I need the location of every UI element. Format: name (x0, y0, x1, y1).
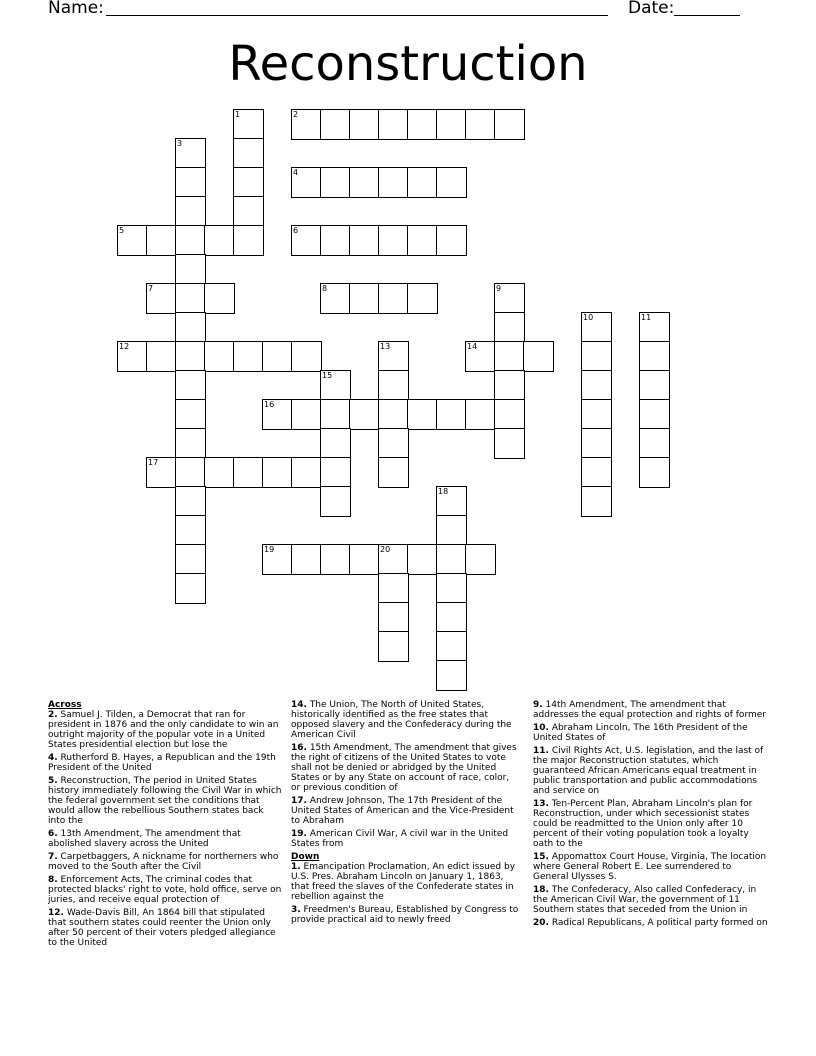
clue-text: 15th Amendment, The amendment that gives the right of citizens of the United States to vote shall not be denied or abridged by the United States or by any State on account of race, color, or previous condition of (291, 743, 517, 793)
clue-number: 19 (264, 545, 275, 554)
grid-cell[interactable] (436, 660, 467, 691)
clue-number: 17 (148, 458, 159, 467)
clue-number-label: 3. (291, 905, 301, 915)
grid-cell[interactable] (523, 341, 554, 372)
grid-cell[interactable] (320, 399, 351, 430)
clue (48, 875, 283, 905)
grid-cell[interactable] (175, 254, 206, 285)
clue-number-label: 2. (48, 710, 58, 720)
grid-cell[interactable] (320, 544, 351, 575)
grid-cell[interactable] (320, 225, 351, 256)
clue (533, 852, 768, 882)
grid-cell[interactable] (262, 399, 293, 430)
clue-section-heading: Down (291, 852, 320, 862)
clue-text: Reconstruction, The period in United States history immediately following the Civil War in which the federal government set the conditions that would allow the rebellious Southern states back into the (48, 776, 282, 826)
grid-cell[interactable] (291, 544, 322, 575)
clue (48, 852, 283, 872)
grid-cell[interactable] (436, 573, 467, 604)
grid-cell[interactable] (320, 109, 351, 140)
clue-text: Ten-Percent Plan, Abraham Lincoln's plan for Reconstruction, under which secessionist states could be readmitted to the Union only after 10 percent of their voting population took a loyalty oath to the (533, 799, 753, 849)
grid-cell[interactable] (117, 341, 148, 372)
grid-cell[interactable] (465, 109, 496, 140)
clue-number-label: 12. (48, 908, 64, 918)
grid-cell[interactable] (378, 602, 409, 633)
grid-cell[interactable] (146, 341, 177, 372)
grid-cell[interactable] (320, 283, 351, 314)
clue-text: Wade-Davis Bill, An 1864 bill that stipulated that southern states could reenter the Union only after 50 percent of their voters pledged allegiance to the United (48, 908, 276, 948)
grid-cell[interactable] (378, 631, 409, 662)
grid-cell[interactable] (349, 109, 380, 140)
grid-cell[interactable] (291, 341, 322, 372)
clue-number: 14 (467, 342, 478, 351)
clue-number-label: 5. (48, 776, 58, 786)
clue-number: 1 (235, 110, 241, 119)
grid-cell[interactable] (494, 312, 525, 343)
clue (291, 700, 521, 740)
grid-cell[interactable] (175, 312, 206, 343)
grid-cell[interactable] (233, 138, 264, 169)
grid-cell[interactable] (494, 399, 525, 430)
clue (533, 918, 768, 928)
grid-cell[interactable] (175, 283, 206, 314)
grid-cell[interactable] (465, 399, 496, 430)
clue (291, 796, 521, 826)
grid-cell[interactable] (494, 283, 525, 314)
grid-cell[interactable] (233, 196, 264, 227)
grid-cell[interactable] (639, 341, 670, 372)
grid-cell[interactable] (291, 225, 322, 256)
clue-number-label: 20. (533, 918, 549, 928)
clue-number: 10 (583, 313, 594, 322)
name-label: Name: (48, 0, 104, 18)
clue (48, 829, 283, 849)
clue (533, 799, 768, 849)
clue-text: Emancipation Proclamation, An edict issued by U.S. Pres. Abraham Lincoln on January 1, 1863, that freed the slaves of the Confederate states in rebellion against the (291, 862, 516, 902)
page-title: Reconstruction (228, 36, 588, 92)
grid-cell[interactable] (349, 399, 380, 430)
clue-text: Enforcement Acts, The criminal codes that protected blacks' right to vote, hold office, serve on juries, and receive equal protection of (48, 875, 282, 905)
clue-number-label: 18. (533, 885, 549, 895)
clue-text: Freedmen's Bureau, Established by Congress to provide practical aid to newly freed (291, 905, 519, 925)
clue (291, 905, 521, 925)
clue (48, 710, 283, 750)
clue-number: 18 (438, 487, 449, 496)
clue-section-heading: Across (48, 700, 82, 710)
clues-column-2 (291, 700, 521, 928)
grid-cell[interactable] (146, 457, 177, 488)
grid-cell[interactable] (436, 486, 467, 517)
clue (291, 743, 521, 793)
clue-number-label: 10. (533, 723, 549, 733)
grid-cell[interactable] (175, 573, 206, 604)
grid-cell[interactable] (494, 109, 525, 140)
grid-cell[interactable] (291, 457, 322, 488)
grid-cell[interactable] (581, 312, 612, 343)
clue-text: The Union, The North of United States, historically identified as the free states that opposed slavery and the Confederacy during the American Civil (291, 700, 512, 740)
clue-text: Appomattox Court House, Virginia, The location where General Robert E. Lee surrendered to General Ulysses S. (533, 852, 767, 882)
grid-cell[interactable] (349, 544, 380, 575)
clue-number: 13 (380, 342, 391, 351)
grid-cell[interactable] (639, 399, 670, 430)
clues-column-1 (48, 700, 283, 951)
clue-text: Radical Republicans, A political party formed on (548, 918, 768, 928)
grid-cell[interactable] (233, 457, 264, 488)
grid-cell[interactable] (378, 370, 409, 401)
clue-number: 3 (177, 139, 183, 148)
grid-cell[interactable] (465, 341, 496, 372)
grid-cell[interactable] (320, 486, 351, 517)
grid-cell[interactable] (639, 370, 670, 401)
grid-cell[interactable] (349, 283, 380, 314)
clue-text: American Civil War, A civil war in the United States from (291, 829, 509, 849)
clue-number-label: 1. (291, 862, 301, 872)
clue-number-label: 17. (291, 796, 307, 806)
grid-cell[interactable] (204, 457, 235, 488)
grid-cell[interactable] (494, 428, 525, 459)
clue-number: 15 (322, 371, 333, 380)
grid-cell[interactable] (494, 370, 525, 401)
clue-number-label: 16. (291, 743, 307, 753)
grid-cell[interactable] (262, 457, 293, 488)
grid-cell[interactable] (407, 167, 438, 198)
clue-number-label: 4. (48, 753, 58, 763)
grid-cell[interactable] (320, 167, 351, 198)
grid-cell[interactable] (639, 312, 670, 343)
grid-cell[interactable] (175, 428, 206, 459)
grid-cell[interactable] (320, 370, 351, 401)
clue-number-label: 9. (533, 700, 543, 710)
clue (533, 723, 768, 743)
grid-cell[interactable] (175, 515, 206, 546)
clue-number: 20 (380, 545, 391, 554)
clue (533, 885, 768, 915)
grid-cell[interactable] (407, 544, 438, 575)
clue-text: Civil Rights Act, U.S. legislation, and the last of the major Reconstruction statutes, which guaranteed African Americans equal treatment in public transportation and public accommodations and service on (533, 746, 764, 796)
grid-cell[interactable] (436, 167, 467, 198)
grid-cell[interactable] (204, 225, 235, 256)
clue (533, 700, 768, 720)
grid-cell[interactable] (378, 225, 409, 256)
grid-cell[interactable] (581, 399, 612, 430)
clue (48, 776, 283, 826)
clue-number: 12 (119, 342, 130, 351)
grid-cell[interactable] (146, 225, 177, 256)
clue-number: 2 (293, 110, 299, 119)
grid-cell[interactable] (146, 283, 177, 314)
grid-cell[interactable] (378, 283, 409, 314)
date-label: Date: (628, 0, 675, 18)
grid-cell[interactable] (378, 341, 409, 372)
grid-cell[interactable] (378, 573, 409, 604)
grid-cell[interactable] (639, 428, 670, 459)
grid-cell[interactable] (175, 370, 206, 401)
clue-text: Samuel J. Tilden, a Democrat that ran for president in 1876 and the only candidate to win an outright majority of the popular vote in a United States presidential election but lose the (48, 710, 279, 750)
grid-cell[interactable] (407, 399, 438, 430)
clue-number: 8 (322, 284, 328, 293)
grid-cell[interactable] (175, 167, 206, 198)
grid-cell[interactable] (378, 544, 409, 575)
grid-cell[interactable] (581, 341, 612, 372)
clue-text: The Confederacy, Also called Confederacy, in the American Civil War, the government of 11 Southern states that seceded from the Union in (533, 885, 757, 915)
grid-cell[interactable] (175, 399, 206, 430)
grid-cell[interactable] (378, 109, 409, 140)
clue-number: 6 (293, 226, 299, 235)
grid-cell[interactable] (349, 167, 380, 198)
grid-cell[interactable] (436, 602, 467, 633)
grid-cell[interactable] (436, 109, 467, 140)
grid-cell[interactable] (262, 544, 293, 575)
clue-text: Carpetbaggers, A nickname for northerners who moved to the South after the Civil (48, 852, 279, 872)
grid-cell[interactable] (320, 457, 351, 488)
grid-cell[interactable] (436, 515, 467, 546)
clue-number-label: 19. (291, 829, 307, 839)
grid-cell[interactable] (233, 109, 264, 140)
grid-cell[interactable] (117, 225, 148, 256)
clue-number-label: 6. (48, 829, 58, 839)
clue-number: 11 (641, 313, 652, 322)
clue (48, 753, 283, 773)
grid-cell[interactable] (233, 341, 264, 372)
clue-text: Abraham Lincoln, The 16th President of the United States of (533, 723, 748, 743)
grid-cell[interactable] (465, 544, 496, 575)
clue-number-label: 8. (48, 875, 58, 885)
grid-cell[interactable] (378, 457, 409, 488)
clue-number-label: 7. (48, 852, 58, 862)
grid-cell[interactable] (175, 341, 206, 372)
grid-cell[interactable] (262, 341, 293, 372)
grid-cell[interactable] (204, 283, 235, 314)
clue (291, 829, 521, 849)
grid-cell[interactable] (233, 167, 264, 198)
grid-cell[interactable] (581, 428, 612, 459)
grid-cell[interactable] (407, 225, 438, 256)
clue-text: 14th Amendment, The amendment that addresses the equal protection and rights of former (533, 700, 766, 720)
grid-cell[interactable] (175, 225, 206, 256)
clue-text: 13th Amendment, The amendment that abolished slavery across the United (48, 829, 241, 849)
grid-cell[interactable] (407, 283, 438, 314)
grid-cell[interactable] (581, 486, 612, 517)
clue-number-label: 15. (533, 852, 549, 862)
grid-cell[interactable] (175, 457, 206, 488)
grid-cell[interactable] (233, 225, 264, 256)
grid-cell[interactable] (175, 138, 206, 169)
clue-number-label: 13. (533, 799, 549, 809)
grid-cell[interactable] (291, 399, 322, 430)
grid-cell[interactable] (407, 109, 438, 140)
clue-number: 16 (264, 400, 275, 409)
clue (533, 746, 768, 796)
clue-text: Rutherford B. Hayes, a Republican and the 19th President of the United (48, 753, 276, 773)
grid-cell[interactable] (436, 225, 467, 256)
clue-number-label: 14. (291, 700, 307, 710)
grid-cell[interactable] (378, 399, 409, 430)
clue-text: Andrew Johnson, The 17th President of the United States of American and the Vice-President to Abraham (291, 796, 514, 826)
grid-cell[interactable] (378, 428, 409, 459)
grid-cell[interactable] (639, 457, 670, 488)
grid-cell[interactable] (581, 370, 612, 401)
grid-cell[interactable] (378, 167, 409, 198)
clue (48, 908, 283, 948)
clue-number-label: 11. (533, 746, 549, 756)
clues-column-3 (533, 700, 768, 931)
grid-cell[interactable] (291, 109, 322, 140)
grid-cell[interactable] (494, 341, 525, 372)
clue-number: 9 (496, 284, 502, 293)
grid-cell[interactable] (349, 225, 380, 256)
grid-cell[interactable] (204, 341, 235, 372)
clue-number: 4 (293, 168, 299, 177)
grid-cell[interactable] (436, 631, 467, 662)
grid-cell[interactable] (436, 544, 467, 575)
grid-cell[interactable] (320, 428, 351, 459)
clue (291, 862, 521, 902)
clue-number: 5 (119, 226, 125, 235)
grid-cell[interactable] (291, 167, 322, 198)
grid-cell[interactable] (175, 196, 206, 227)
grid-cell[interactable] (175, 486, 206, 517)
grid-cell[interactable] (581, 457, 612, 488)
clue-number: 7 (148, 284, 154, 293)
grid-cell[interactable] (436, 399, 467, 430)
grid-cell[interactable] (175, 544, 206, 575)
